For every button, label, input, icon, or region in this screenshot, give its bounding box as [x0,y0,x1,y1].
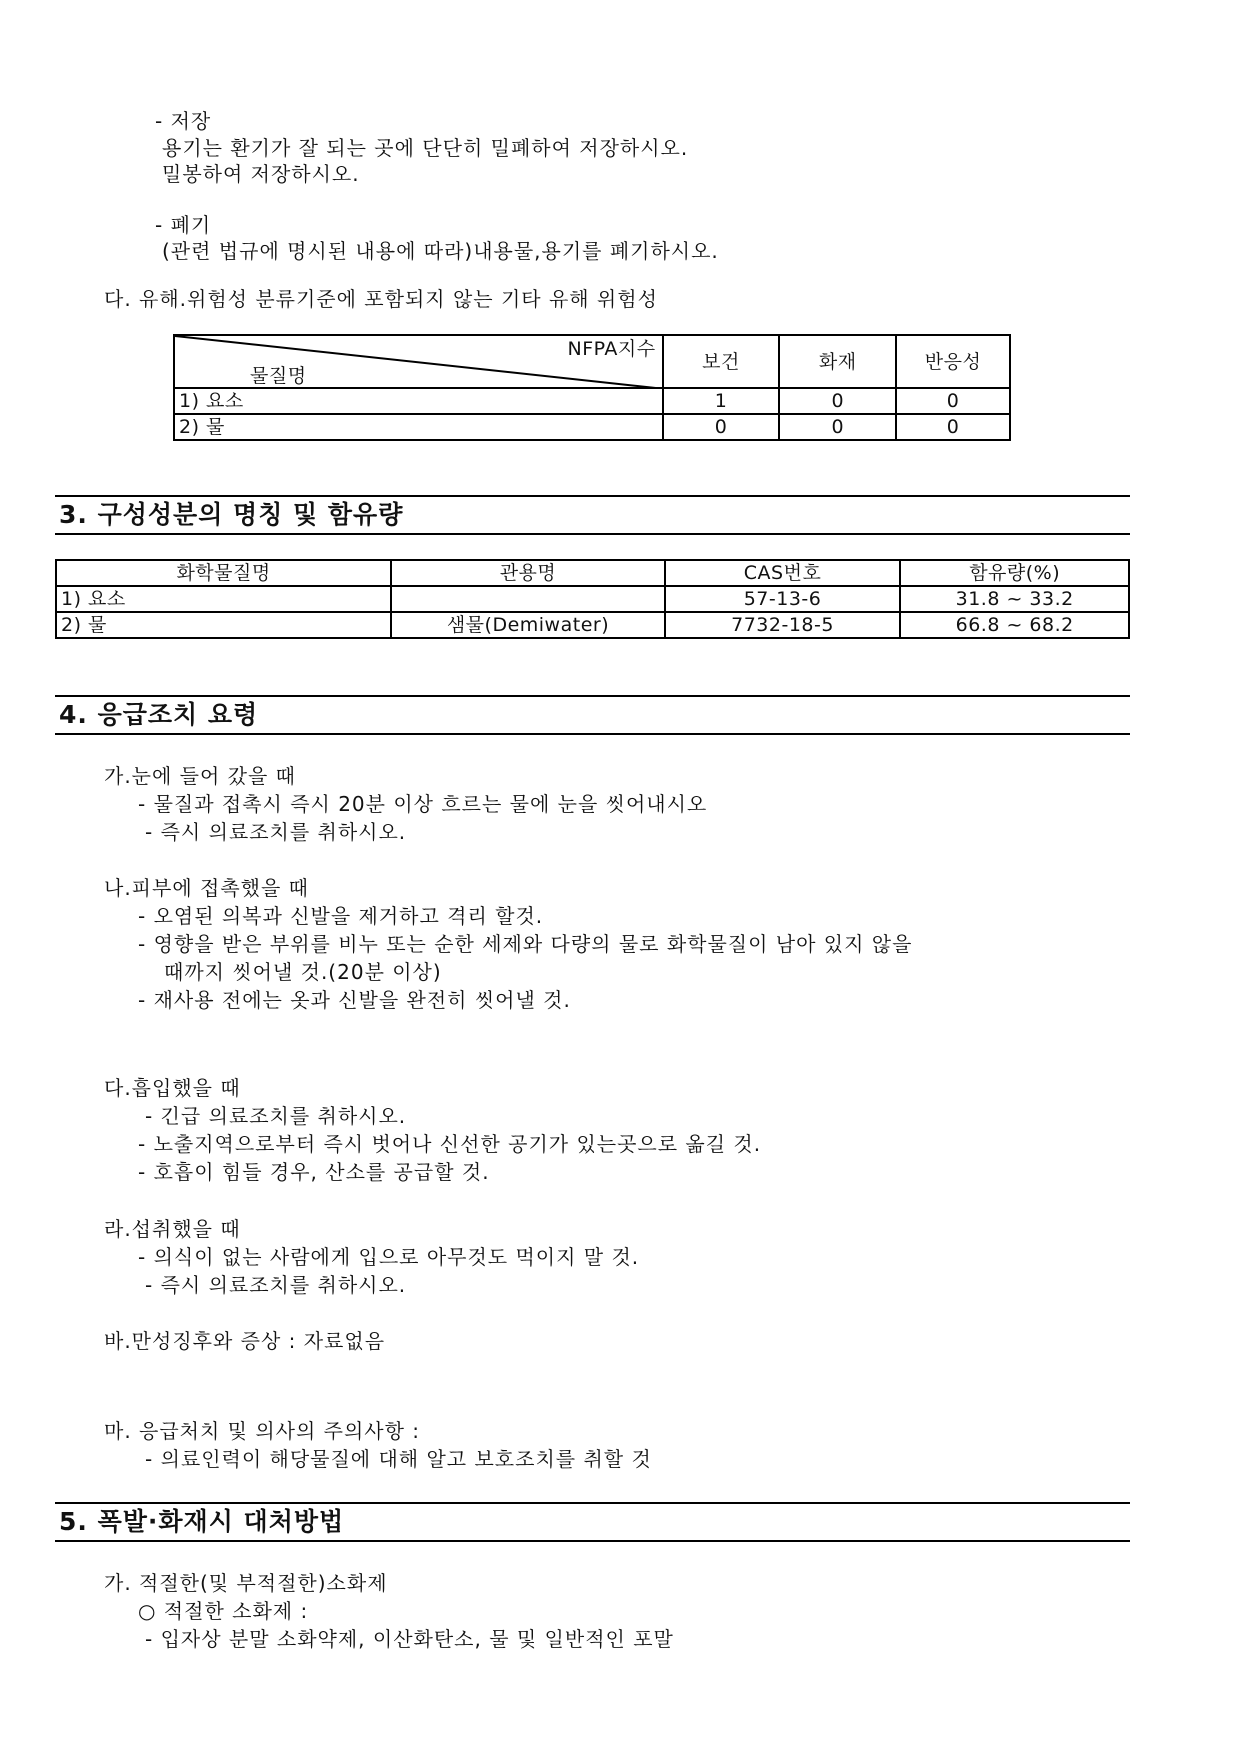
section-title: 3. 구성성분의 명칭 및 함유량 [59,500,404,529]
column-header: CAS번호 [665,560,901,586]
list-item: - 즉시 의료조치를 취하시오. [145,820,407,844]
column-header: 반응성 [896,335,1010,388]
table-row [56,586,1129,612]
column-header: 화재 [779,335,896,388]
disposal-heading: - 폐기 [155,213,212,237]
column-header: 관용명 [391,560,665,586]
section-title: 5. 폭발·화재시 대처방법 [59,1507,345,1536]
eyes-heading: 가.눈에 들어 갔을 때 [104,764,296,788]
table-cell [391,586,665,612]
section-title: 4. 응급조치 요령 [59,700,259,729]
table-cell: 0 [896,388,1010,414]
list-item: - 의료인력이 해당물질에 대해 알고 보호조치를 취할 것 [145,1447,652,1471]
physician-notes-heading: 마. 응급처치 및 의사의 주의사항 : [104,1419,421,1443]
list-item: - 호흡이 힘들 경우, 산소를 공급할 것. [138,1160,490,1184]
list-item: - 입자상 분말 소화약제, 이산화탄소, 물 및 일반적인 포말 [145,1627,674,1651]
table-cell: 0 [663,414,780,440]
column-header: 화학물질명 [56,560,391,586]
suitable-media-label: ○ 적절한 소화제 : [138,1599,309,1623]
list-item: - 오염된 의복과 신발을 제거하고 격리 할것. [138,904,544,928]
section-4-header [55,695,1130,735]
nfpa-index-label: NFPA지수 [567,338,656,360]
list-item: - 의식이 없는 사람에게 입으로 아무것도 먹이지 말 것. [138,1245,640,1269]
list-item: - 영향을 받은 부위를 비누 또는 순한 세제와 다량의 물로 화학물질이 남아 있지 않을 [138,932,913,956]
substance-name-label: 물질명 [250,365,307,387]
substance-name: 1) 요소 [174,388,663,414]
other-hazards-heading: 다. 유해.위험성 분류기준에 포함되지 않는 기타 유해 위험성 [104,287,658,311]
table-cell: 2) 물 [56,612,391,638]
list-item: - 재사용 전에는 옷과 신발을 완전히 씻어낼 것. [138,988,571,1012]
table-cell: 7732-18-5 [665,612,901,638]
storage-line: 용기는 환기가 잘 되는 곳에 단단히 밀폐하여 저장하시오. [162,136,689,160]
column-header: 보건 [663,335,780,388]
list-item: - 노출지역으로부터 즉시 벗어나 신선한 공기가 있는곳으로 옮길 것. [138,1132,762,1156]
composition-table [55,559,1130,639]
inhalation-heading: 다.흡입했을 때 [104,1076,241,1100]
list-item: - 즉시 의료조치를 취하시오. [145,1273,407,1297]
column-header: 함유량(%) [900,560,1129,586]
table-row [174,414,1010,440]
table-row [56,612,1129,638]
table-cell: 0 [779,414,896,440]
storage-heading: - 저장 [155,109,212,133]
table-cell: 1) 요소 [56,586,391,612]
table-cell: 31.8 ~ 33.2 [900,586,1129,612]
table-row [174,388,1010,414]
nfpa-corner-cell [174,335,663,388]
substance-name: 2) 물 [174,414,663,440]
table-cell: 57-13-6 [665,586,901,612]
table-cell: 샘물(Demiwater) [391,612,665,638]
table-cell: 1 [663,388,780,414]
section-5-header [55,1502,1130,1542]
disposal-line: (관련 법규에 명시된 내용에 따라)내용물,용기를 폐기하시오. [162,239,719,263]
extinguishing-media-heading: 가. 적절한(및 부적절한)소화제 [104,1571,388,1595]
list-item: - 물질과 접촉시 즉시 20분 이상 흐르는 물에 눈을 씻어내시오 [138,792,708,816]
ingestion-heading: 라.섭취했을 때 [104,1217,241,1241]
table-cell: 0 [779,388,896,414]
list-item: - 긴급 의료조치를 취하시오. [145,1104,407,1128]
nfpa-table [173,334,1011,441]
section-3-header [55,495,1130,535]
list-item-continuation: 때까지 씻어낼 것.(20분 이상) [164,960,442,984]
table-cell: 66.8 ~ 68.2 [900,612,1129,638]
skin-heading: 나.피부에 접촉했을 때 [104,876,309,900]
storage-line: 밀봉하여 저장하시오. [162,162,360,186]
table-cell: 0 [896,414,1010,440]
chronic-symptoms: 바.만성징후와 증상 : 자료없음 [104,1329,386,1353]
